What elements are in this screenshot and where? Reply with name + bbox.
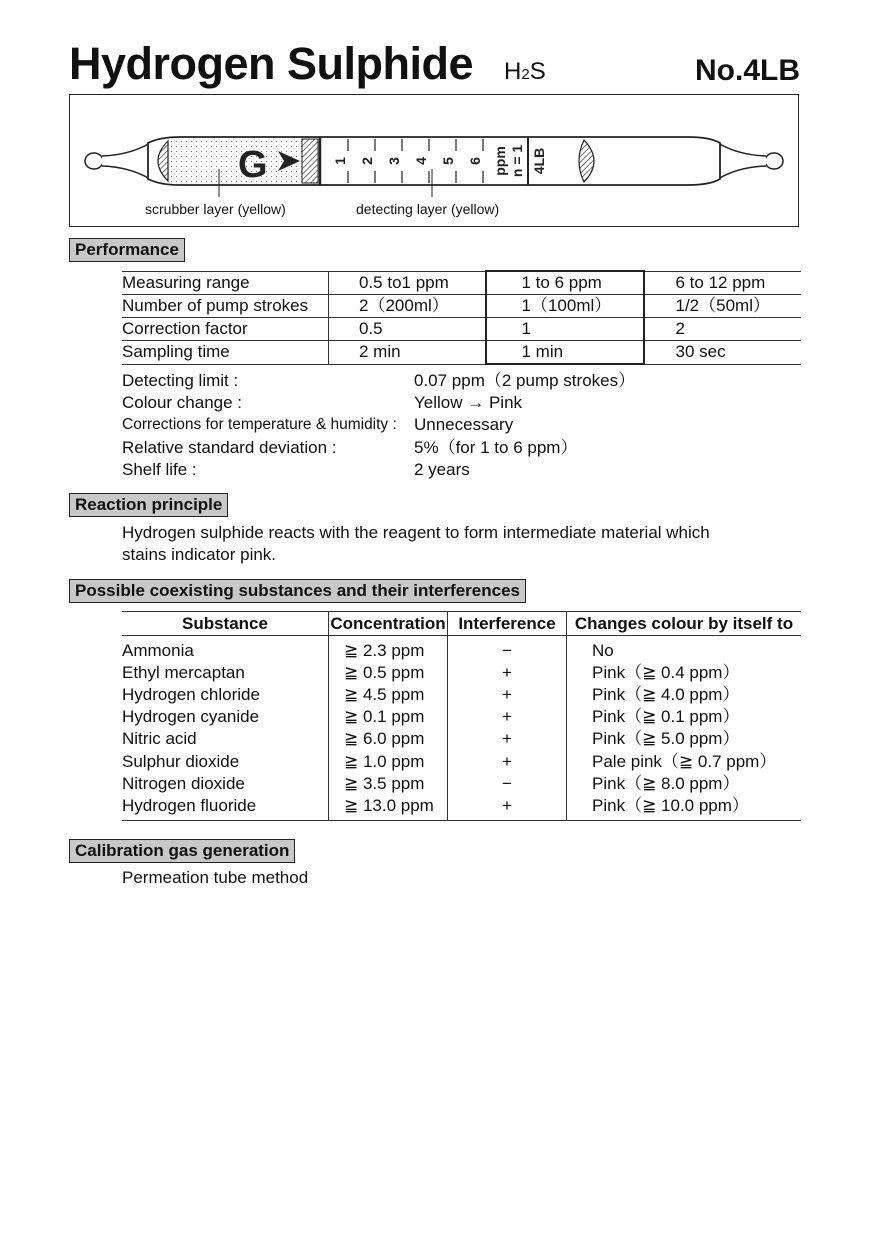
colour-cell: Pink（≧ 0.4 ppm） xyxy=(567,662,802,684)
scrubber-layer xyxy=(168,139,302,183)
reaction-heading: Reaction principle xyxy=(69,493,228,517)
concentration-cell: ≧ 4.5 ppm xyxy=(329,684,448,706)
tube-left-tip xyxy=(85,143,150,179)
interference-cell: + xyxy=(448,706,567,728)
colour-cell: Pink（≧ 5.0 ppm） xyxy=(567,728,802,750)
interference-cell: + xyxy=(448,662,567,684)
logo-g: G xyxy=(238,144,268,186)
column-header-colour-change: Changes colour by itself to xyxy=(567,612,802,636)
table-cell: 2 xyxy=(644,318,802,341)
scale-label-1: 1 xyxy=(332,157,348,165)
tube-code-label: 4LB xyxy=(531,147,547,175)
table-row xyxy=(122,318,801,341)
interference-cell: + xyxy=(448,750,567,772)
table-cell: 0.5 xyxy=(329,318,486,341)
row-label: Sampling time xyxy=(122,341,329,365)
formula-element-s: S xyxy=(529,58,546,85)
table-cell: 1 min xyxy=(486,341,644,365)
scale-label-3: 3 xyxy=(386,157,402,165)
substance-cell: Hydrogen fluoride xyxy=(122,795,329,821)
formula-subscript: 2 xyxy=(521,66,530,83)
table-header-row xyxy=(122,612,801,636)
concentration-cell: ≧ 6.0 ppm xyxy=(329,728,448,750)
property-label: Corrections for temperature & humidity : xyxy=(122,416,397,433)
table-row xyxy=(122,750,801,772)
concentration-cell: ≧ 0.5 ppm xyxy=(329,662,448,684)
performance-table xyxy=(122,270,801,365)
interference-cell: − xyxy=(448,636,567,663)
colour-cell: Pale pink（≧ 0.7 ppm） xyxy=(567,750,802,772)
property-label: Shelf life : xyxy=(122,460,197,479)
concentration-cell: ≧ 2.3 ppm xyxy=(329,636,448,663)
property-value: Unnecessary xyxy=(414,415,514,434)
colour-cell: Pink（≧ 10.0 ppm） xyxy=(567,795,802,821)
row-label: Measuring range xyxy=(122,271,329,295)
table-cell: 0.5 to1 ppm xyxy=(329,271,486,295)
table-row xyxy=(122,728,801,750)
scale-label-2: 2 xyxy=(359,157,375,165)
performance-heading: Performance xyxy=(69,238,185,262)
tube-right-tip xyxy=(718,143,783,179)
concentration-cell: ≧ 0.1 ppm xyxy=(329,706,448,728)
table-row xyxy=(122,271,801,295)
model-number: No.4LB xyxy=(695,54,800,87)
substance-cell: Ammonia xyxy=(122,641,194,661)
strokes-label: n = 1 xyxy=(509,144,525,178)
substance-cell: Hydrogen chloride xyxy=(122,685,260,705)
colour-cell: No xyxy=(567,636,802,663)
property-value: 5%（for 1 to 6 ppm） xyxy=(414,438,578,457)
table-row xyxy=(122,662,801,684)
interferences-table xyxy=(122,611,801,821)
table-row xyxy=(122,773,801,795)
property-value: 2 years xyxy=(414,460,470,479)
property-label: Relative standard deviation : xyxy=(122,438,337,457)
concentration-cell: ≧ 13.0 ppm xyxy=(329,795,448,821)
property-label: Colour change : xyxy=(122,393,243,412)
table-cell: 2（200ml） xyxy=(329,295,486,318)
table-row xyxy=(122,706,801,728)
table-row xyxy=(122,636,801,663)
concentration-cell: ≧ 1.0 ppm xyxy=(329,750,448,772)
column-header-interference: Interference xyxy=(448,612,567,636)
calibration-heading: Calibration gas generation xyxy=(69,839,295,863)
table-cell: 1/2（50ml） xyxy=(644,295,802,318)
separator-plug xyxy=(302,139,318,183)
table-cell: 2 min xyxy=(329,341,486,365)
scale-label-4: 4 xyxy=(413,157,429,165)
substance-cell: Nitrogen dioxide xyxy=(122,773,245,793)
scale-label-5: 5 xyxy=(440,157,456,165)
table-cell: 1 to 6 ppm xyxy=(486,271,644,295)
column-header-substance: Substance xyxy=(122,612,329,636)
reaction-text-line-1: Hydrogen sulphide reacts with the reagent to form intermediate material which xyxy=(122,523,710,542)
calibration-text: Permeation tube method xyxy=(122,868,309,887)
interference-cell: − xyxy=(448,773,567,795)
property-value: 0.07 ppm（2 pump strokes） xyxy=(414,371,636,390)
concentration-cell: ≧ 3.5 ppm xyxy=(329,773,448,795)
table-row xyxy=(122,684,801,706)
formula-element-h: H xyxy=(504,58,522,85)
property-value: Yellow → Pink xyxy=(414,393,523,412)
table-cell: 6 to 12 ppm xyxy=(644,271,802,295)
scrubber-layer-label: scrubber layer (yellow) xyxy=(145,201,286,217)
table-row xyxy=(122,295,801,318)
unit-label: ppm xyxy=(492,146,508,176)
substance-cell: Nitric acid xyxy=(122,729,197,749)
scale-label-6: 6 xyxy=(467,157,483,165)
page-title: Hydrogen Sulphide xyxy=(69,38,474,89)
reaction-text-line-2: stains indicator pink. xyxy=(122,545,277,564)
interference-cell: + xyxy=(448,728,567,750)
column-header-concentration: Concentration xyxy=(329,612,448,636)
substance-cell: Ethyl mercaptan xyxy=(122,663,245,683)
detecting-layer-label: detecting layer (yellow) xyxy=(356,201,500,217)
table-row xyxy=(122,341,801,365)
colour-cell: Pink（≧ 0.1 ppm） xyxy=(567,706,802,728)
substance-cell: Hydrogen cyanide xyxy=(122,707,260,727)
table-row xyxy=(122,795,801,821)
table-cell: 30 sec xyxy=(644,341,802,365)
colour-cell: Pink（≧ 4.0 ppm） xyxy=(567,684,802,706)
interference-cell: + xyxy=(448,795,567,821)
property-label: Detecting limit : xyxy=(122,371,239,390)
row-label: Number of pump strokes xyxy=(122,295,329,318)
colour-cell: Pink（≧ 8.0 ppm） xyxy=(567,773,802,795)
interference-cell: + xyxy=(448,684,567,706)
substance-cell: Sulphur dioxide xyxy=(122,751,240,771)
chemical-formula xyxy=(504,58,546,86)
row-label: Correction factor xyxy=(122,318,329,341)
table-cell: 1 xyxy=(486,318,644,341)
interferences-heading: Possible coexisting substances and their interferences xyxy=(69,579,526,603)
table-cell: 1（100ml） xyxy=(486,295,644,318)
